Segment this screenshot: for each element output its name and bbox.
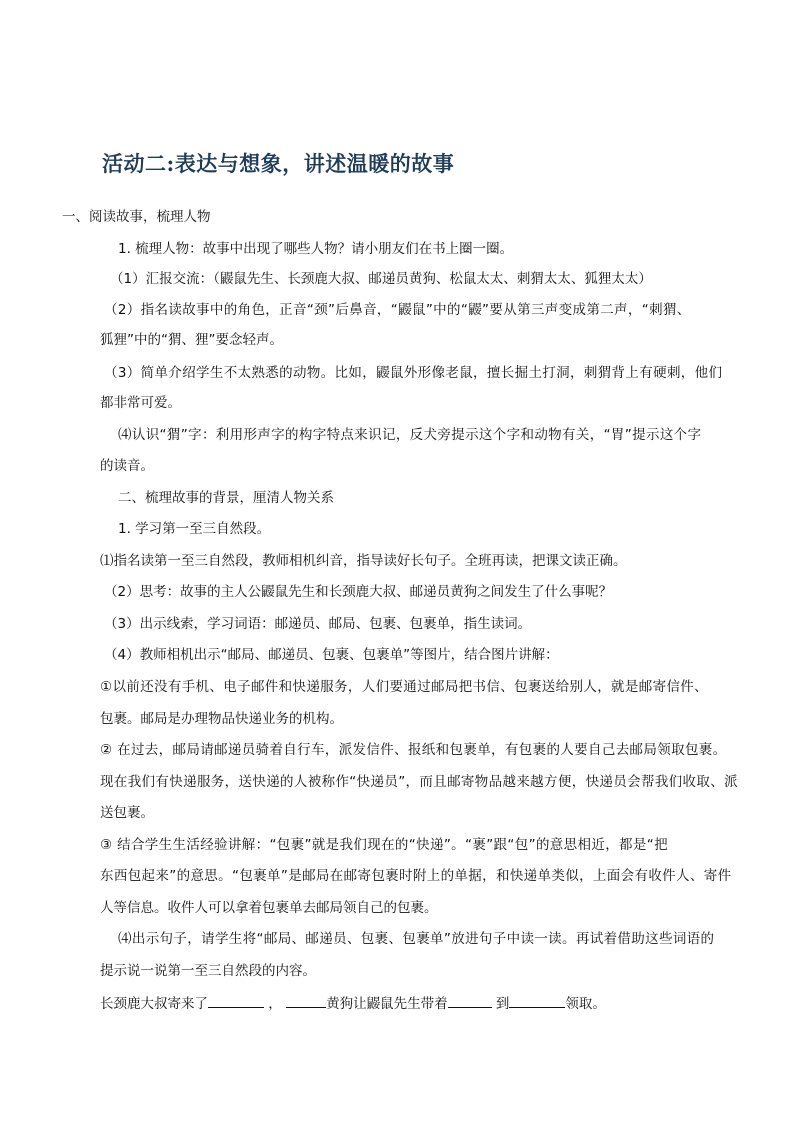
paragraph-line: ⑷认识“猬”字：利用形声字的构字特点来识记，反犬旁提示这个字和动物有关，“胃”提示这个字 [118, 427, 702, 443]
paragraph-line: （1）汇报交流：（鼹鼠先生、长颈鹿大叔、邮递员黄狗、松鼠太太、刺猬太太、狐狸太太） [110, 271, 652, 287]
paragraph-line: （4）教师相机出示“邮局、邮递员、包裹、包裹单”等图片，结合图片讲解： [104, 647, 559, 663]
fill-text-1: 长颈鹿大叔寄来了 [100, 996, 208, 1012]
paragraph-line: 1. 梳理人物：故事中出现了哪些人物？请小朋友们在书上圈一圈。 [118, 241, 514, 257]
paragraph-line: （2）指名读故事中的角色，正音“颈”后鼻音，“鼹鼠”中的“鼹”要从第三声变成第二声，“刺猬、 [104, 302, 691, 318]
paragraph-line: 的读音。 [100, 458, 154, 474]
fill-text-2: ， [268, 996, 282, 1012]
paragraph-line: ⑴指名读第一至三自然段，教师相机纠音，指导读好长句子。全班再读，把课文读正确。 [100, 553, 627, 569]
section-heading-1: 一、阅读故事，梳理人物 [62, 209, 211, 225]
paragraph-line: 人等信息。收件人可以拿着包裹单去邮局领自己的包裹。 [100, 900, 438, 916]
paragraph-line: 狐狸”中的“猬、狸”要念轻声。 [100, 332, 283, 348]
page-title: 活动二:表达与想象，讲述温暖的故事 [102, 151, 455, 176]
paragraph-line: ③ 结合学生生活经验讲解：“包裹”就是我们现在的“快递”。“裹”跟“包”的意思相近，都是“把 [100, 837, 668, 853]
paragraph-line: ⑷出示句子，请学生将“邮局、邮递员、包裹、包裹单”放进句子中读一读。再试着借助这些词语的 [118, 931, 715, 947]
paragraph-line: 现在我们有快递服务，送快递的人被称作“快递员”，而且邮寄物品越来越方便，快递员会帮我们收取、派 [100, 774, 738, 790]
paragraph-line: 提示说一说第一至三自然段的内容。 [100, 963, 316, 979]
fill-blank-4[interactable] [509, 994, 565, 1008]
paragraph-line: 都非常可爱。 [100, 395, 181, 411]
paragraph-line: （3）出示线索，学习词语：邮递员、邮局、包裹、包裹单，指生读词。 [104, 616, 532, 632]
section-heading-2: 二、梳理故事的背景，厘清人物关系 [118, 490, 334, 506]
fill-text-3: 黄狗让鼹鼠先生带着 [326, 996, 448, 1012]
fill-blank-3[interactable] [448, 994, 492, 1008]
paragraph-line: 包裹。邮局是办理物品快递业务的机构。 [100, 711, 343, 727]
fill-text-5: 领取。 [565, 996, 606, 1012]
fill-blank-1[interactable] [208, 994, 264, 1008]
paragraph-line: 送包裹。 [100, 805, 154, 821]
paragraph-line: （2）思考：故事的主人公鼹鼠先生和长颈鹿大叔、邮递员黄狗之间发生了什么事呢？ [104, 584, 613, 600]
fill-text-4: 到 [495, 996, 510, 1012]
fill-in-sentence [100, 994, 606, 1013]
fill-blank-2[interactable] [286, 994, 326, 1008]
paragraph-line: ② 在过去，邮局请邮递员骑着自行车，派发信件、报纸和包裹单，有包裹的人要自己去邮局领取包裹。 [100, 742, 727, 758]
paragraph-line: 东西包起来”的意思。“包裹单”是邮局在邮寄包裹时附上的单据，和快递单类似，上面会有收件人、寄件 [100, 868, 732, 884]
paragraph-line: （3）简单介绍学生不太熟悉的动物。比如，鼹鼠外形像老鼠，擅长掘土打洞，刺猬背上有硬刺，他们 [104, 365, 723, 381]
paragraph-line: 1. 学习第一至三自然段。 [118, 521, 271, 537]
paragraph-line: ①以前还没有手机、电子邮件和快递服务，人们要通过邮局把书信、包裹送给别人，就是邮寄信件、 [100, 679, 709, 695]
